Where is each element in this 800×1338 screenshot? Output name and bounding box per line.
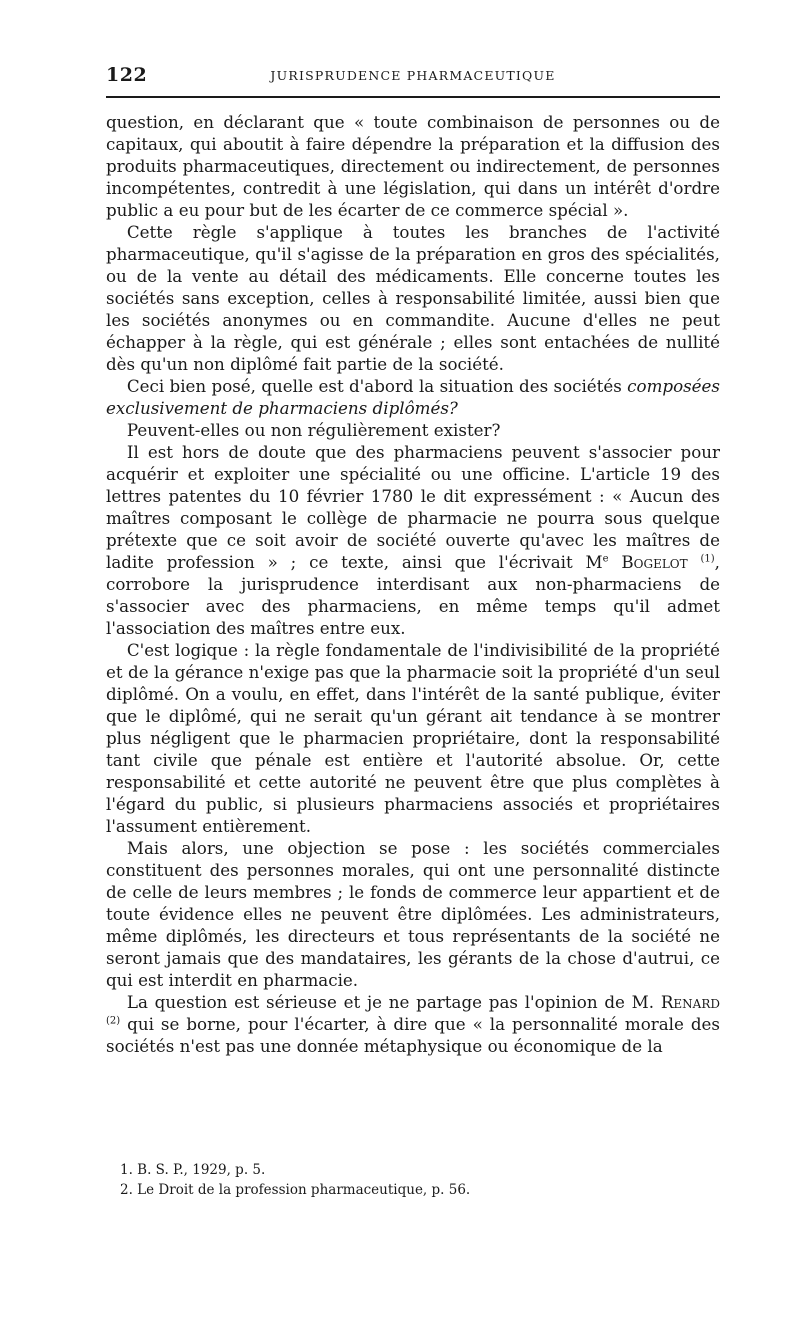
footnote-2: 2. Le Droit de la profession pharmaceutique, p. 56. <box>120 1182 471 1198</box>
footnote-1: 1. B. S. P., 1929, p. 5. <box>120 1162 266 1178</box>
paragraph-8 <box>106 991 720 1057</box>
author-name-bogelot: Bogelot <box>621 552 688 572</box>
header-rule <box>106 96 720 98</box>
footnotes <box>120 1160 720 1200</box>
paragraph-2: Cette règle s'applique à toutes les branches de l'activité pharmaceutique, qu'il s'agisse de la préparation en gros des spécialités, ou de la vente au détail des médicaments. Elle concerne toutes les sociétés sans exception, celles à responsabilité limitée, aussi bien que les sociétés anonymes ou en commandite. Aucune d'elles ne peut échapper à la règle, qui est générale ; elles sont entachées de nullité dès qu'un non diplômé fait partie de la société. <box>106 222 720 374</box>
paragraph-8-text-a: La question est sérieuse et je ne partage pas l'opinion de M. <box>126 992 661 1012</box>
paragraph-5-text-a: Il est hors de doute que des pharmaciens peuvent s'associer pour acquérir et exploiter une spécialité ou une officine. L'article 19 des lettres patentes du 10 février 1780 le dit expressément : « Aucun des maîtres composant le collège de pharmacie ne pourra sous quelque prétexte que ce soit avoir de société ouverte qu'avec les maîtres de ladite profession » ; ce texte, ainsi que l'écrivait M <box>106 442 720 572</box>
paragraph-8-text-b: qui se borne, pour l'écarter, à dire que « la personnalité morale des sociétés n'est pas une donnée métaphysique ou économique de la <box>106 1014 720 1056</box>
paragraph-5-sup: e <box>602 553 609 565</box>
footnote-ref-2: (2) <box>106 1015 121 1027</box>
paragraph-3-italic: composées exclusivement de pharmaciens diplômés? <box>106 376 720 418</box>
page-number: 122 <box>106 64 148 86</box>
paragraph-3-text: Ceci bien posé, quelle est d'abord la situation des sociétés <box>126 376 628 396</box>
paragraph-6: C'est logique : la règle fondamentale de l'indivisibilité de la propriété et de la gérance n'exige pas que la pharmacie soit la propriété d'un seul diplômé. On a voulu, en effet, dans l'intérêt de la santé publique, éviter que le diplômé, qui ne serait qu'un gérant ait tendance à se montrer plus négligent que le pharmacien propriétaire, dont la responsabilité tant civile que pénale est entière et l'autorité absolue. Or, cette responsabilité et cette autorité ne peuvent être que plus complètes à l'égard du public, si plusieurs pharmaciens associés et propriétaires l'assument entièrement. <box>106 640 720 836</box>
body-text <box>106 111 720 1057</box>
paragraph-3 <box>106 375 720 419</box>
page-header <box>106 64 720 88</box>
running-title: JURISPRUDENCE PHARMACEUTIQUE <box>270 68 556 83</box>
footnote-ref-1: (1) <box>700 553 715 565</box>
author-name-renard: Renard <box>660 992 720 1012</box>
paragraph-7: Mais alors, une objection se pose : les sociétés commerciales constituent des personnes morales, qui ont une personnalité distincte de celle de leurs membres ; le fonds de commerce leur appartient et de toute évidence elles ne peuvent être diplômées. Les administrateurs, même diplômés, les directeurs et tous représentants de la société ne seront jamais que des mandataires, les gérants de la chose d'autrui, ce qui est interdit en pharmacie. <box>106 838 720 990</box>
paragraph-5 <box>106 441 720 639</box>
paragraph-4: Peuvent-elles ou non régulièrement exister? <box>126 420 501 440</box>
paragraph-5-text-b: , corrobore la jurisprudence interdisant aux non-pharmaciens de s'associer avec des pharmaciens, en même temps qu'il admet l'association des maîtres entre eux. <box>106 552 720 638</box>
paragraph-1: question, en déclarant que « toute combinaison de personnes ou de capitaux, qui aboutit à faire dépendre la préparation et la diffusion des produits pharmaceutiques, directement ou indirectement, de personnes incompétentes, contredit à une législation, qui dans un intérêt d'ordre public a eu pour but de les écarter de ce commerce spécial ». <box>106 112 720 220</box>
